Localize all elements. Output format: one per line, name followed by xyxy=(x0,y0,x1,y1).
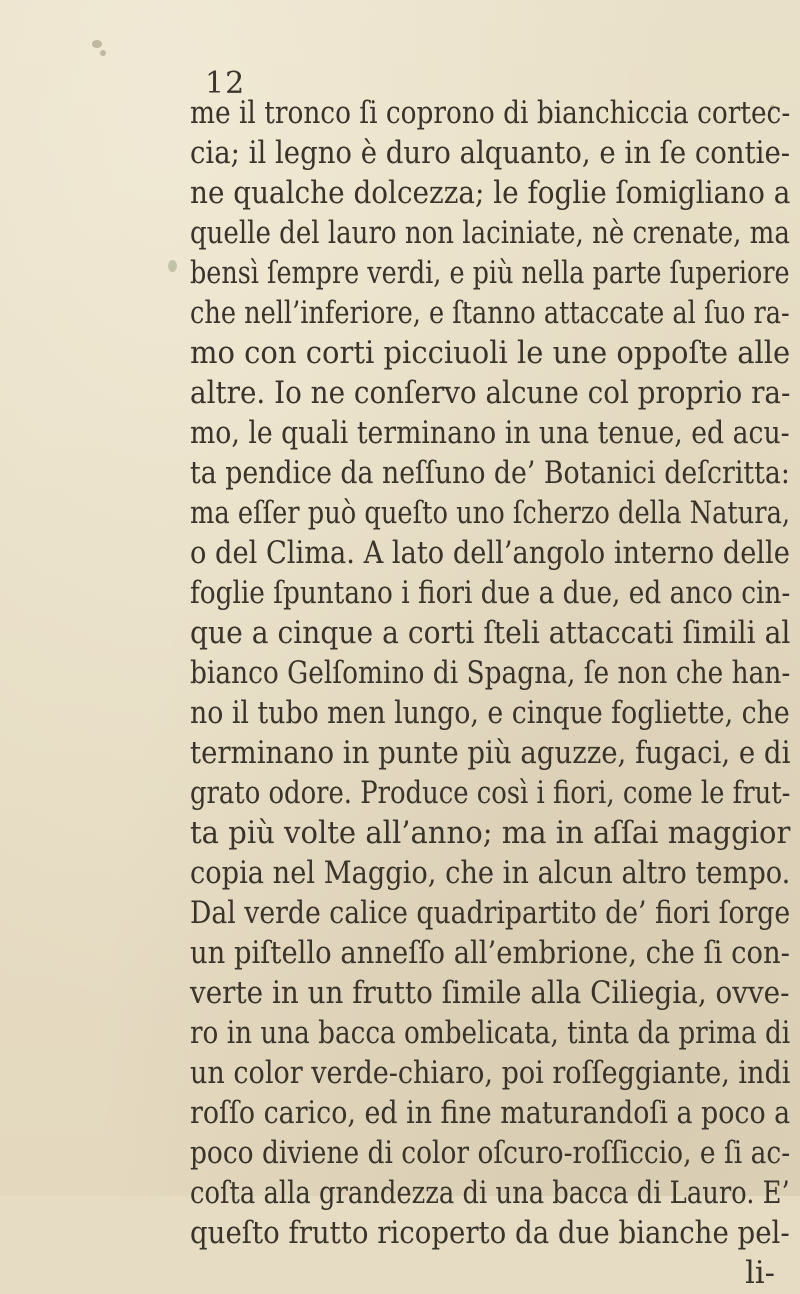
text-line: cia; il legno è duro alquanto, e in ſe contie- xyxy=(190,136,791,171)
text-line: Dal verde calice quadripartito de’ fiori ſorge xyxy=(190,896,791,931)
text-line: mo, le quali terminano in una tenue, ed acu- xyxy=(190,416,790,451)
text-line: un piſtello anneſſo all’embrione, che ſi con- xyxy=(190,936,790,971)
text-line: poco diviene di color oſcuro-roſſiccio, e ſi ac- xyxy=(190,1136,791,1171)
text-line: me il tronco ſi coprono di bianchiccia cortec- xyxy=(190,96,791,131)
text-line: verte in un frutto ſimile alla Ciliegia, ovve- xyxy=(190,976,790,1011)
body-text xyxy=(190,94,800,1294)
text-line: ro in una bacca ombelicata, tinta da prima di xyxy=(190,1016,791,1051)
text-line: un color verde-chiaro, poi roſſeggiante, indi xyxy=(190,1056,791,1091)
catchword: li- xyxy=(745,1256,775,1291)
text-line: que a cinque a corti ſteli attaccati ſimili al xyxy=(190,616,791,651)
text-line: foglie ſpuntano i fiori due a due, ed anco cin- xyxy=(190,576,791,611)
text-line: terminano in punte più aguzze, fugaci, e di xyxy=(190,736,791,771)
page-number: 12 xyxy=(205,66,246,101)
text-line: mo con corti picciuoli le une oppoſte alle xyxy=(190,336,791,371)
paper-spot xyxy=(168,260,177,272)
text-line: bensì ſempre verdi, e più nella parte ſuperiore xyxy=(190,256,790,291)
text-line: ne qualche dolcezza; le foglie ſomigliano a xyxy=(190,176,791,211)
paper-spot xyxy=(92,40,102,48)
text-line: che nell’inferiore, e ſtanno attaccate al ſuo ra- xyxy=(190,296,790,331)
text-line: ta più volte all’anno; ma in aſſai maggior xyxy=(190,816,791,851)
text-line: o del Clima. A lato dell’angolo interno delle xyxy=(190,536,790,571)
text-line: ta pendice da neſſuno de’ Botanici deſcritta: xyxy=(190,456,790,491)
paper-spot xyxy=(100,50,106,56)
text-line: no il tubo men lungo, e cinque fogliette, che xyxy=(190,696,790,731)
text-line: queſto frutto ricoperto da due bianche pel- xyxy=(190,1216,790,1251)
text-line: grato odore. Produce così i fiori, come le frut- xyxy=(190,776,791,811)
text-line: roſſo carico, ed in fine maturandoſi a poco a xyxy=(190,1096,791,1131)
text-line: bianco Gelſomino di Spagna, ſe non che han- xyxy=(190,656,791,691)
text-line: quelle del lauro non laciniate, nè crenate, ma xyxy=(190,216,790,251)
text-line: coſta alla grandezza di una bacca di Lauro. E’ xyxy=(190,1176,790,1211)
text-line: altre. Io ne conſervo alcune col proprio ra- xyxy=(190,376,791,411)
text-line: copia nel Maggio, che in alcun altro tempo. xyxy=(190,856,791,891)
text-line: ma eſſer può queſto uno ſcherzo della Natura, xyxy=(190,496,791,531)
